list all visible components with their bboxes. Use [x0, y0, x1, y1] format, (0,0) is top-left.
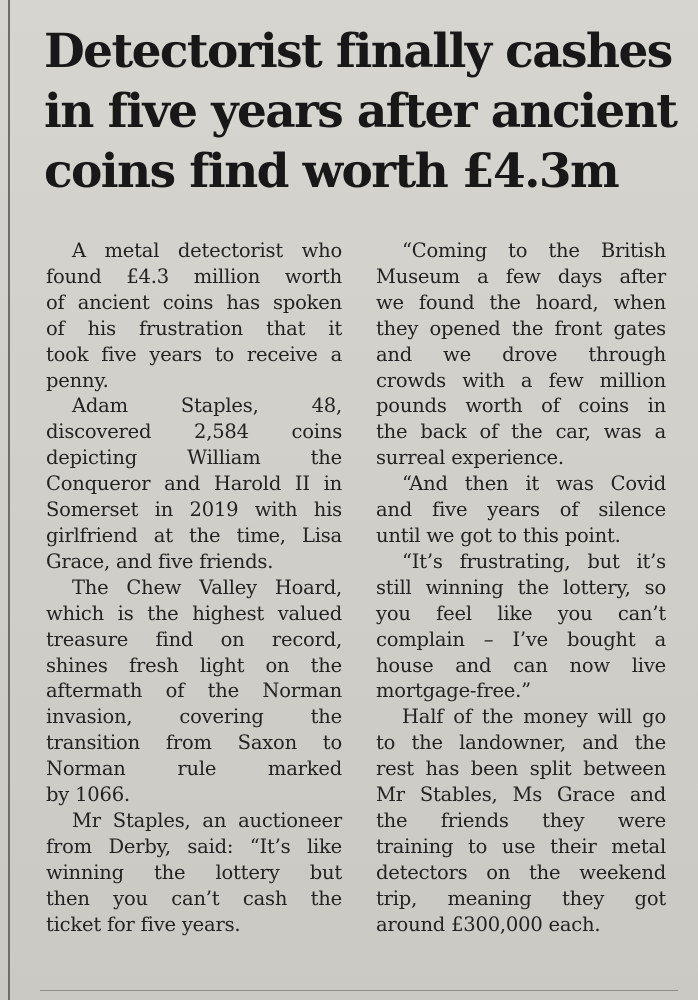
article-line: they opened the front gates — [376, 316, 666, 340]
bottom-rule — [40, 990, 678, 991]
article-line: until we got to this point. — [376, 523, 621, 547]
article-line: the friends they were — [376, 808, 666, 832]
article-line: from Derby, said: “It’s like — [46, 834, 342, 858]
article-line: of his frustration that it — [46, 316, 342, 340]
article-line: around £300,000 each. — [376, 912, 601, 936]
article-line: “It’s frustrating, but it’s — [402, 549, 666, 573]
article-line: “And then it was Covid — [402, 472, 666, 496]
article-column-right — [376, 238, 666, 937]
article-line: transition from Saxon to — [46, 731, 342, 755]
article-line: found £4.3 million worth — [46, 264, 342, 288]
article-line: and five years of silence — [376, 498, 666, 522]
article-line: Museum a few days after — [376, 264, 666, 288]
article-line: you feel like you can’t — [376, 601, 666, 625]
article-line: of ancient coins has spoken — [46, 290, 342, 314]
article-line: winning the lottery but — [46, 860, 342, 884]
article-line: Grace, and five friends. — [46, 549, 274, 573]
headline-line: in five years after ancient — [44, 84, 677, 139]
headline-line: Detectorist finally cashes — [44, 24, 672, 79]
article-line: depicting William the — [46, 446, 342, 470]
article-line: rest has been split between — [376, 757, 666, 781]
article-line: to the landowner, and the — [376, 731, 666, 755]
article-line: then you can’t cash the — [46, 886, 342, 910]
article-line: took five years to receive a — [46, 342, 342, 366]
article-line: mortgage-free.” — [376, 679, 531, 703]
article-line: Somerset in 2019 with his — [46, 498, 342, 522]
article-column-left — [46, 238, 342, 937]
article-line: Half of the money will go — [402, 705, 666, 729]
article-line: Adam Staples, 48, — [72, 394, 342, 418]
article-line: detectors on the weekend — [376, 860, 666, 884]
headline — [44, 22, 684, 202]
article-line: still winning the lottery, so — [376, 575, 666, 599]
article-line: The Chew Valley Hoard, — [72, 575, 342, 599]
article-line: A metal detectorist who — [72, 239, 342, 262]
article-line: which is the highest valued — [46, 601, 342, 625]
article-line: crowds with a few million — [376, 368, 666, 392]
article-line: training to use their metal — [376, 834, 666, 858]
article-line: surreal experience. — [376, 446, 564, 470]
article-line: Conqueror and Harold II in — [46, 472, 342, 496]
article-line: “Coming to the British — [402, 239, 666, 262]
article-line: penny. — [46, 368, 109, 392]
article-line: by 1066. — [46, 783, 130, 807]
article-line: invasion, covering the — [46, 705, 342, 729]
article-line: and we drove through — [376, 342, 666, 366]
article-line: aftermath of the Norman — [46, 679, 342, 703]
article-line: girlfriend at the time, Lisa — [46, 523, 342, 547]
column-divider-rule — [8, 0, 10, 1000]
article-line: we found the hoard, when — [376, 290, 666, 314]
article-line: ticket for five years. — [46, 912, 241, 936]
article-line: complain – I’ve bought a — [376, 627, 666, 651]
article-line: shines fresh light on the — [46, 653, 342, 677]
article-line: treasure find on record, — [46, 627, 342, 651]
article-line: house and can now live — [376, 653, 666, 677]
article-line: trip, meaning they got — [376, 886, 666, 910]
article-line: the back of the car, was a — [376, 420, 666, 444]
article-line: Norman rule marked — [46, 757, 342, 781]
article-line: Mr Stables, Ms Grace and — [376, 783, 666, 807]
article-line: pounds worth of coins in — [376, 394, 666, 418]
article-line: Mr Staples, an auctioneer — [72, 808, 342, 832]
headline-line: coins find worth £4.3m — [44, 144, 619, 199]
article-line: discovered 2,584 coins — [46, 420, 342, 444]
